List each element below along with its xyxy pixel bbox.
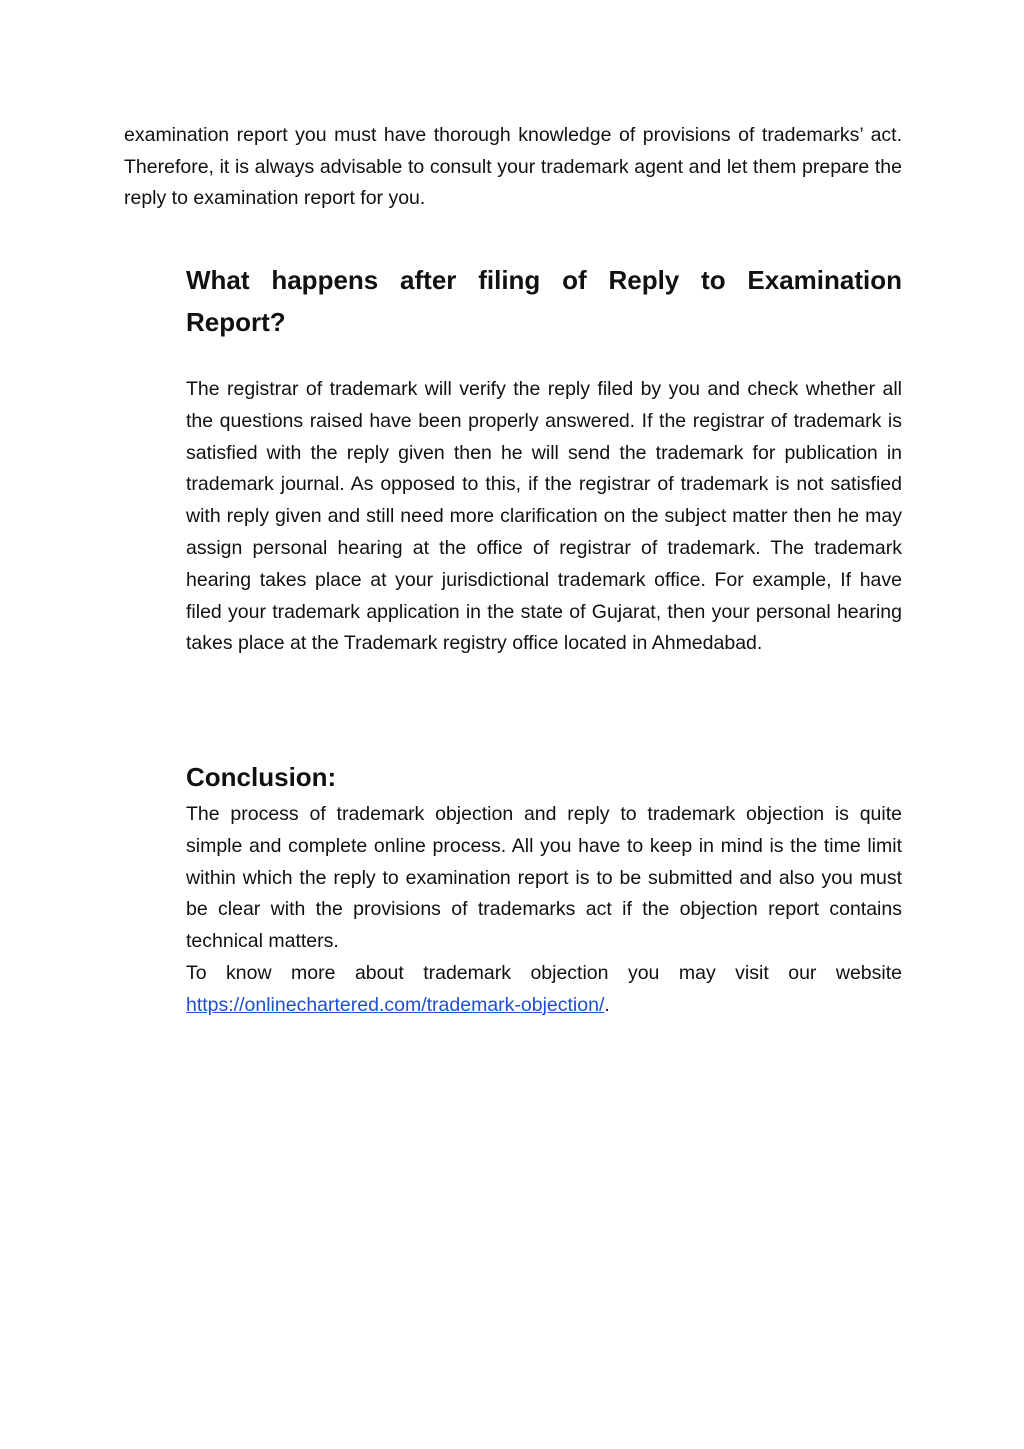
section-heading: What happens after filing of Reply to Examination Report?	[186, 265, 902, 337]
conclusion-more-paragraph	[186, 958, 902, 1022]
website-link[interactable]: https://onlinechartered.com/trademark-objection/	[186, 993, 605, 1016]
intro-paragraph: examination report you must have thorough knowledge of provisions of trademarks’ act. Therefore, it is always advisable to consult your trademark agent and let them prepare the reply to examination report for you.	[124, 124, 902, 209]
section-body: The registrar of trademark will verify the reply filed by you and check whether all the questions raised have been properly answered. If the registrar of trademark is satisfied with the reply given then he will send the trademark for publication in trademark journal. As opposed to this, if the registrar of trademark is not satisfied with reply given and still need more clarification on the subject matter then he may assign personal hearing at the office of registrar of trademark. The trademark hearing takes place at your jurisdictional trademark office. For example, If have filed your trademark application in the state of Gujarat, then your personal hearing takes place at the Trademark registry office located in Ahmedabad.	[186, 378, 902, 655]
more-info-text: To know more about trademark objection you may visit our website	[186, 961, 902, 984]
section-conclusion	[186, 755, 902, 1022]
conclusion-heading: Conclusion:	[186, 762, 337, 792]
link-suffix: .	[604, 993, 610, 1016]
conclusion-body: The process of trademark objection and reply to trademark objection is quite simple and complete online process. All you have to keep in mind is the time limit within which the reply to examination report is to be submitted and also you must be clear with the provisions of trademarks act if the objection report contains technical matters.	[186, 803, 902, 953]
section-after-filing	[186, 259, 902, 660]
